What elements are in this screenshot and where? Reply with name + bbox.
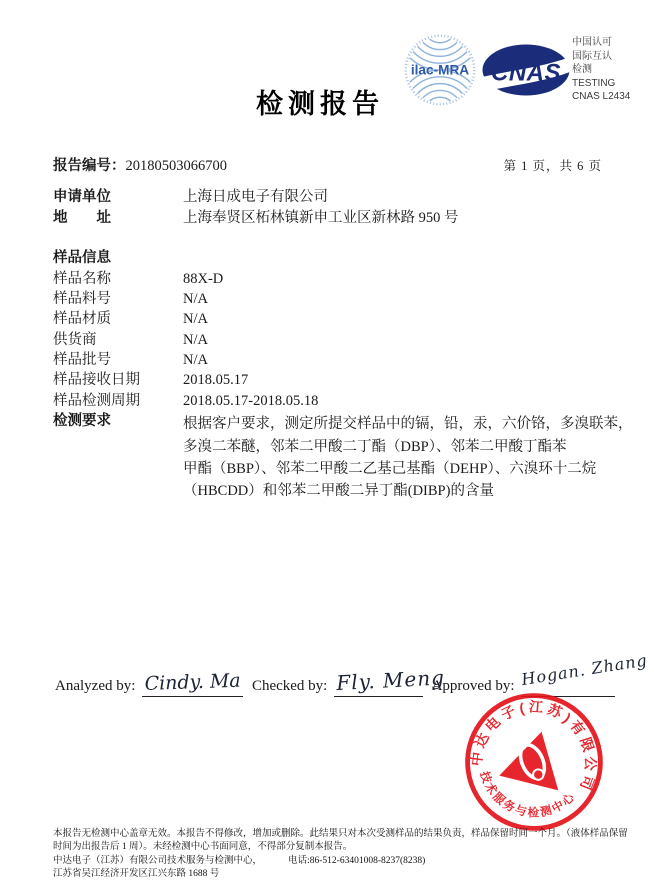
sample-row-value: 88X-D bbox=[183, 270, 224, 287]
footer-note-line: 时间为出报告后 1 周）。未经检测中心书面同意，不得部分复制本报告。 bbox=[53, 842, 353, 853]
sample-row-label: 样品批号 bbox=[53, 352, 111, 369]
address-row bbox=[53, 210, 613, 231]
ilac-mra-label: ilac-MRA bbox=[410, 62, 470, 78]
accreditation-line: CNAS L2434 bbox=[572, 91, 631, 102]
page-title: 检测报告 bbox=[256, 89, 384, 119]
sample-row-value: 2018.05.17-2018.05.18 bbox=[183, 392, 319, 409]
sample-section bbox=[53, 250, 633, 503]
stamp-triangle-logo bbox=[499, 724, 571, 790]
sample-row bbox=[53, 332, 633, 352]
report-meta-row bbox=[53, 154, 602, 175]
sample-row-label: 样品接收日期 bbox=[53, 372, 140, 389]
sample-row-value: N/A bbox=[183, 311, 208, 328]
approved-by-signature: Hogan. Zhang bbox=[520, 650, 650, 690]
footer-notes bbox=[53, 828, 628, 882]
sample-row-label: 样品检测周期 bbox=[53, 392, 140, 409]
report-number-label: 报告编号： bbox=[53, 158, 126, 174]
accreditation-line: 中国认可 bbox=[572, 37, 612, 48]
sample-row bbox=[53, 271, 633, 291]
sample-section-title: 样品信息 bbox=[53, 250, 111, 266]
company-stamp-icon bbox=[462, 690, 606, 834]
sample-row-label: 供货商 bbox=[53, 331, 97, 348]
cnas-label: CNAS bbox=[490, 59, 562, 87]
sample-row-value: N/A bbox=[183, 352, 208, 369]
checked-by-label: Checked by: bbox=[251, 678, 328, 694]
applicant-value: 上海日成电子有限公司 bbox=[183, 189, 328, 205]
approved-by-label: Approved by: bbox=[431, 678, 515, 694]
analyzed-by-label: Analyzed by: bbox=[55, 678, 136, 694]
test-requirement-line: （HBCDD）和邻苯二甲酸二异丁酯(DIBP)的含量 bbox=[183, 483, 494, 500]
accreditation-line: 检测 bbox=[572, 64, 592, 75]
address-value: 上海奉贤区柘林镇新申工业区新林路 950 号 bbox=[183, 210, 459, 226]
applicant-row bbox=[53, 189, 613, 210]
test-requirement-text bbox=[183, 413, 633, 503]
report-number-value: 20180503066700 bbox=[125, 158, 227, 174]
sample-row bbox=[53, 393, 633, 413]
footer-note-line: 江苏省吴江经济开发区江兴东路 1688 号 bbox=[53, 869, 220, 880]
footer-note-line: 本报告无检测中心盖章无效。本报告不得修改，增加或删除。此结果只对本次受测样品的结果负责，样品保留时间一个月。（液体样品保留 bbox=[53, 829, 628, 839]
sample-row-value: 2018.05.17 bbox=[183, 372, 249, 389]
sample-row bbox=[53, 372, 633, 392]
page-indicator: 第 1 页，共 6 页 bbox=[503, 159, 602, 173]
sample-row bbox=[53, 311, 633, 331]
analyzed-by-signature: Cindy. Ma bbox=[144, 669, 242, 695]
analyzed-by-signature-line bbox=[142, 658, 243, 697]
test-requirement-line: 根据客户要求，测定所提交样品中的镉，铅，汞，六价铬，多溴联苯， bbox=[183, 416, 633, 433]
test-requirement-line: 多溴二苯醚，邻苯二甲酸二丁酯（DBP）、邻苯二甲酸丁酯苯 bbox=[183, 438, 567, 455]
checked-by-signature: Fly. Meng bbox=[336, 665, 446, 695]
applicant-section bbox=[53, 189, 613, 231]
report-number bbox=[53, 154, 227, 175]
sample-row-label: 样品名称 bbox=[53, 270, 111, 287]
accreditation-line: TESTING bbox=[572, 77, 616, 89]
test-requirement-row bbox=[53, 413, 633, 503]
stamp-company-text: 中达电子(江苏)有限公司 bbox=[467, 698, 599, 796]
sample-row bbox=[53, 352, 633, 372]
accreditation-line: 国际互认 bbox=[572, 50, 612, 62]
test-requirement-label: 检测要求 bbox=[53, 413, 111, 430]
address-label: 地 址 bbox=[53, 210, 111, 226]
footer-note-line: 中达电子（江苏）有限公司技术服务与检测中心， 电话:86-512-63401008-8237(8238) bbox=[53, 855, 426, 866]
sample-row-value: N/A bbox=[183, 290, 208, 307]
checked-by-signature-line bbox=[334, 658, 446, 697]
stamp-center-text: 技术服务与检测中心 bbox=[477, 769, 579, 820]
sample-row-value: N/A bbox=[183, 331, 208, 348]
test-requirement-line: 甲酯（BBP）、邻苯二甲酸二乙基己基酯（DEHP）、六溴环十二烷 bbox=[183, 461, 597, 478]
sample-row bbox=[53, 291, 633, 311]
sample-row-label: 样品材质 bbox=[53, 311, 111, 328]
applicant-label: 申请单位 bbox=[53, 189, 111, 205]
sample-row-label: 样品料号 bbox=[53, 290, 111, 307]
